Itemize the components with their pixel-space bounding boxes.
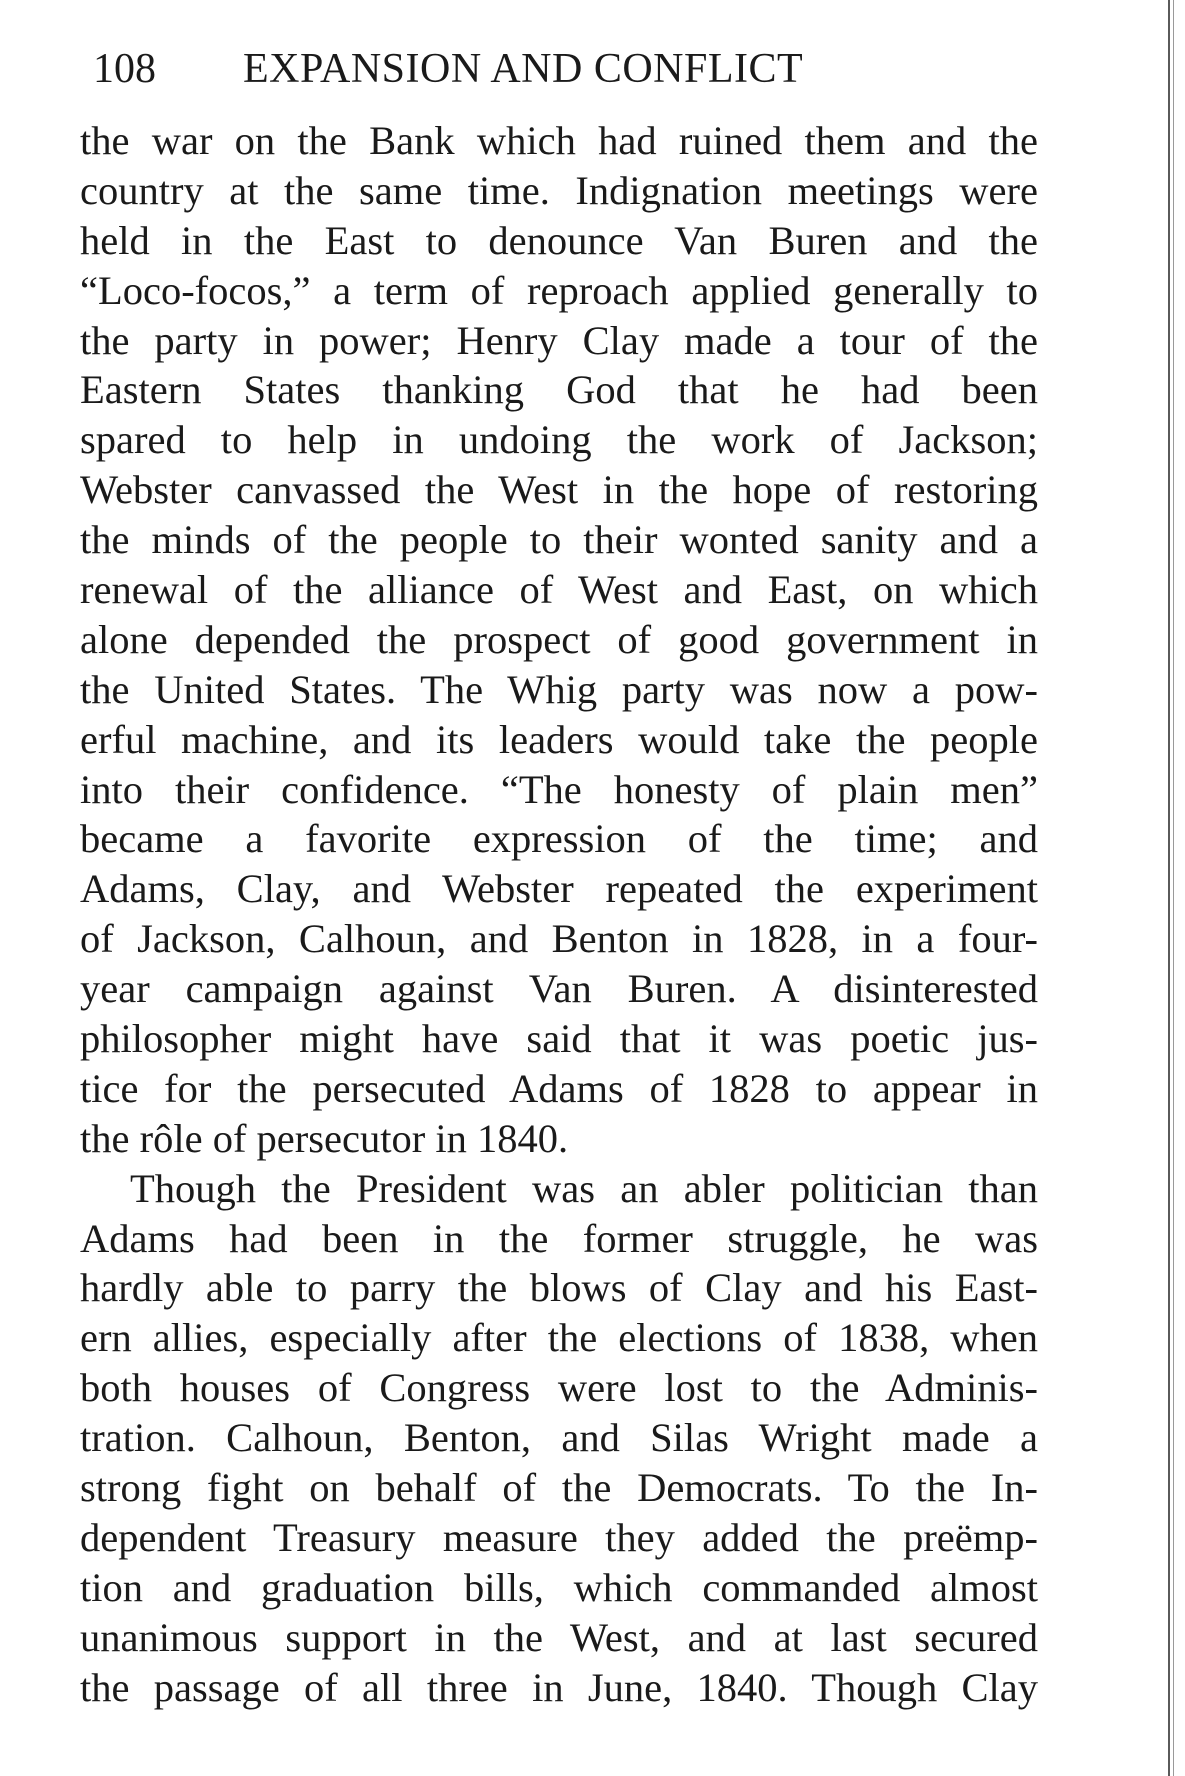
text-line: held in the East to denounce Van Buren and the — [80, 217, 1038, 263]
text-line: the United States. The Whig party was now a pow- — [80, 666, 1038, 712]
text-line: Adams had been in the former struggle, he was — [80, 1215, 1038, 1261]
text-line: both houses of Congress were lost to the Adminis- — [80, 1365, 1038, 1411]
text-line: the party in power; Henry Clay made a tour of the — [80, 317, 1038, 363]
page-edge-shadow — [1168, 0, 1170, 1776]
text-line: philosopher might have said that it was poetic jus- — [80, 1016, 1038, 1062]
paragraph-1 — [80, 116, 1038, 1164]
running-title: EXPANSION AND CONFLICT — [243, 46, 804, 92]
text-line: strong fight on behalf of the Democrats. To the In- — [80, 1465, 1038, 1511]
text-line: of Jackson, Calhoun, and Benton in 1828, in a four- — [80, 916, 1038, 962]
text-line: dependent Treasury measure they added the preëmp- — [80, 1514, 1038, 1560]
text-line: Adams, Clay, and Webster repeated the experiment — [80, 866, 1038, 912]
text-line: tion and graduation bills, which commanded almost — [80, 1564, 1038, 1610]
page-number: 108 — [93, 46, 156, 92]
text-line: hardly able to parry the blows of Clay and his East- — [80, 1265, 1038, 1311]
text-line: the passage of all three in June, 1840. Though Clay — [80, 1664, 1038, 1710]
page-edge-line — [1173, 0, 1174, 1776]
text-line: renewal of the alliance of West and East, on which — [80, 567, 1038, 613]
text-line: Webster canvassed the West in the hope of restoring — [80, 467, 1038, 513]
text-line: erful machine, and its leaders would take the people — [80, 716, 1038, 762]
text-line: spared to help in undoing the work of Jackson; — [80, 417, 1038, 463]
paragraph-2 — [80, 1164, 1038, 1713]
text-line: country at the same time. Indignation meetings were — [80, 167, 1038, 213]
text-line: Though the President was an abler politician than — [130, 1165, 1038, 1211]
text-line: Eastern States thanking God that he had been — [80, 367, 1038, 413]
text-line: tration. Calhoun, Benton, and Silas Wright made a — [80, 1415, 1038, 1461]
text-line: “Loco-focos,” a term of reproach applied generally to — [80, 267, 1038, 313]
text-line: the rôle of persecutor in 1840. — [80, 1115, 569, 1161]
text-line: into their confidence. “The honesty of plain men” — [80, 766, 1038, 812]
body-text — [80, 116, 1038, 1713]
text-line: became a favorite expression of the time; and — [80, 816, 1038, 862]
text-line: year campaign against Van Buren. A disinterested — [80, 966, 1038, 1012]
text-line: alone depended the prospect of good government in — [80, 616, 1038, 662]
text-line: tice for the persecuted Adams of 1828 to appear in — [80, 1065, 1038, 1111]
text-line: the minds of the people to their wonted sanity and a — [80, 517, 1038, 563]
text-line: ern allies, especially after the elections of 1838, when — [80, 1315, 1038, 1361]
text-line: the war on the Bank which had ruined them and the — [80, 118, 1038, 163]
running-head — [93, 44, 893, 94]
text-line: unanimous support in the West, and at last secured — [80, 1614, 1038, 1660]
